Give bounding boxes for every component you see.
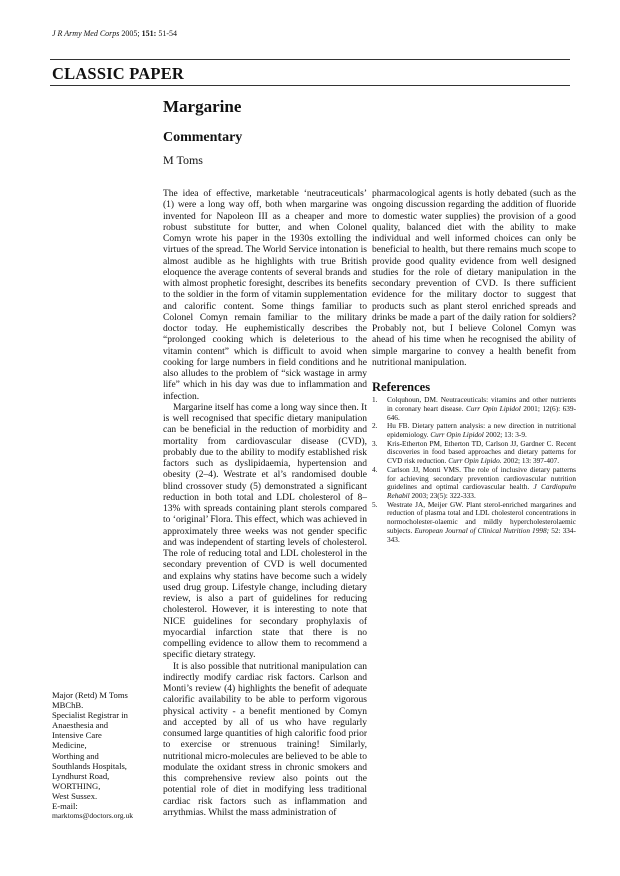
reference-cite: 2001; 12(6): 639-646. [387,403,576,422]
reference-text: Hu FB. Dietary pattern analysis: a new direction in nutritional epidemiology. [387,421,576,440]
reference-number: 2. [372,421,378,431]
reference-journal: J Cardiopulm Rehabil [387,482,576,500]
reference-text: Carlson JJ, Monti VMS. The role of inclusive dietary patterns for achieving secondary prevention cardiovascular nutrition guidelines and optimal cardiovascular health. [387,464,576,492]
affiliation-line: Anaesthesia and [52,720,109,731]
journal-citation [52,29,177,38]
affiliation-line: Southlands Hospitals, [52,760,127,771]
reference-number: 3. [372,438,378,448]
affiliation-line: Specialist Registrar in [52,710,128,721]
reference-number: 4. [372,464,378,474]
reference-text: Westrate JA, Meijer GW. Plant sterol-enriched margarines and reduction of plasma total and LDL cholesterol concentrations in normocholester-olaemic and mildly hypercholesterolaemic subjects. [387,499,576,535]
reference-journal: European Journal of Clinical Nutrition 1998; [414,525,550,535]
reference-journal: Curr Opin Lipidol [465,403,521,413]
journal-volume: 151: [141,29,157,38]
body-paragraph: The idea of effective, marketable ‘neutraceuticals’ (1) were a long way off, both when margarine was invented for Napoleon III as a cheaper and more robust substitute for butter, and when Colonel Comyn wrote his paper in the 1930s extolling the virtues of the spread. The World Service intonation is almost audible as he highlights with true British eloquence the average contents of several brands and with almost prophetic foresight, describes its benefits to the soldier in the form of vitamin supplementation and calorific content. Some things familiar to Colonel Comyn remain familiar to the military doctor today. He euphemistically describes the “prolonged cooking which is deleterious to the vitamin content” which is difficult to avoid when cooking for large numbers in field conditions and he also alludes to the problem of “sick wastage in army life” which in his day was due to inflammation and infection. [163,189,367,402]
reference-cite: 52: 334-343. [387,525,576,544]
journal-pages: 51-54 [158,29,177,38]
reference-item [372,396,576,422]
article-title: Margarine [163,97,242,116]
reference-cite: 2003; 23(5): 322-333. [411,490,476,500]
header-rule [50,59,570,60]
author-affiliation [52,690,156,821]
section-label: CLASSIC PAPER [52,64,185,83]
reference-number: 1. [372,395,378,405]
reference-journal: Curr Opin Lipido. [448,456,502,466]
affiliation-line: MBChB. [52,700,84,711]
reference-cite: 2002; 13: 3-9. [485,430,527,440]
affiliation-line: Lyndhurst Road, [52,770,110,781]
references-section [372,382,576,544]
journal-year: 2005; [121,29,140,38]
section-rule [50,85,570,86]
journal-name: J R Army Med Corps [52,29,120,38]
reference-number: 5. [372,499,378,509]
reference-item [372,440,576,466]
reference-text: Kris-Etherton PM, Etherton TD, Carlson JJ, Gardner C. Recent discoveries in food based approaches and dietary patterns for CVD risk reduction. [387,438,576,466]
body-column-left [163,189,367,819]
reference-text: Colquhoun, DM. Neutraceuticals: vitamins and other nutrients in coronary heart disease. [387,395,576,413]
body-paragraph-continued: pharmacological agents is hotly debated (such as the ongoing discussion regarding the addition of fluoride to domestic water supplies) the provision of a good quality, balanced diet with the ability to make individual and well informed choices can only be beneficial to health, but there remains much scope to provide good quality evidence from well designed studies for the role of dietary manipulation in the secondary prevention of CVD. Is there sufficient evidence for the military doctor to suggest that products such as plant sterol enriched spreads and drinks be made a part of the daily ration for soldiers? Probably not, but I believe Colonel Comyn was ahead of his time when he recognised the ability of simple margarine to convey a health benefit from nutritional manipulation. [372,189,576,368]
affiliation-line: Major (Retd) M Toms [52,690,128,700]
affiliation-line: Worthing and [52,750,99,761]
body-column-right [372,189,576,544]
reference-journal: Curr Opin Lipidol [430,430,484,440]
email-address[interactable]: marktoms@doctors.org.uk [52,811,134,821]
article-subtitle: Commentary [163,130,243,145]
reference-item [372,466,576,501]
reference-item [372,422,576,439]
article-author: M Toms [163,153,203,167]
references-list [372,396,576,544]
body-paragraph: Margarine itself has come a long way since then. It is well recognised that specific dietary manipulation can be beneficial in the reduction of morbidity and mortality from cardiovascular disease (CVD), probably due to the ability to modify established risk factors such as dyslipidaemia, hypertension and obesity (2–4). Westrate et al’s randomised double blind crossover study (5) demonstrated a significant reduction in both total and LDL cholesterol of 8–13% with spreads containing plant sterols compared to ‘original’ Flora. This effect, which was achieved in approximately three weeks was not gender specific and was independent of starting levels of cholesterol. The role of reducing total and LDL cholesterol in the secondary prevention of CVD is well documented and explains why statins have become such a widely used drug group. Lifestyle change, including dietary review, is also a part of guidelines for reducing cholesterol. However, it is interesting to note that NICE guidelines for secondary prophylaxis of myocardial infarction state that there is no compelling evidence to allow them to recommend a specific dietary strategy. [163,402,367,661]
reference-cite: 2002; 13: 397-407. [503,456,560,466]
email-label: E-mail: [52,801,78,812]
body-paragraph: It is also possible that nutritional manipulation can indirectly modify cardiac risk factors. Carlson and Monti’s review (4) highlights the benefit of adequate calorific availability to be able to perform vigorous physical activity - a benefit mentioned by Comyn and accepted by all of us who have regularly consumed large quantities of high calorific food prior to exercise or strenuous training! Similarly, nutritional micro-molecules are believed to be able to modulate the oxidant stress in chronic smokers and this comprehensive review also points out the potential role of diet in modifying less traditional cardiac risk factors such as inflammation and arrythmias. Whilst the mass administration of [163,661,367,818]
affiliation-line: Intensive Care [52,730,102,741]
affiliation-line: WORTHING, [52,780,101,791]
references-heading: References [372,380,431,394]
affiliation-line: West Sussex. [52,790,98,801]
affiliation-line: Medicine, [52,740,87,751]
reference-item [372,501,576,545]
